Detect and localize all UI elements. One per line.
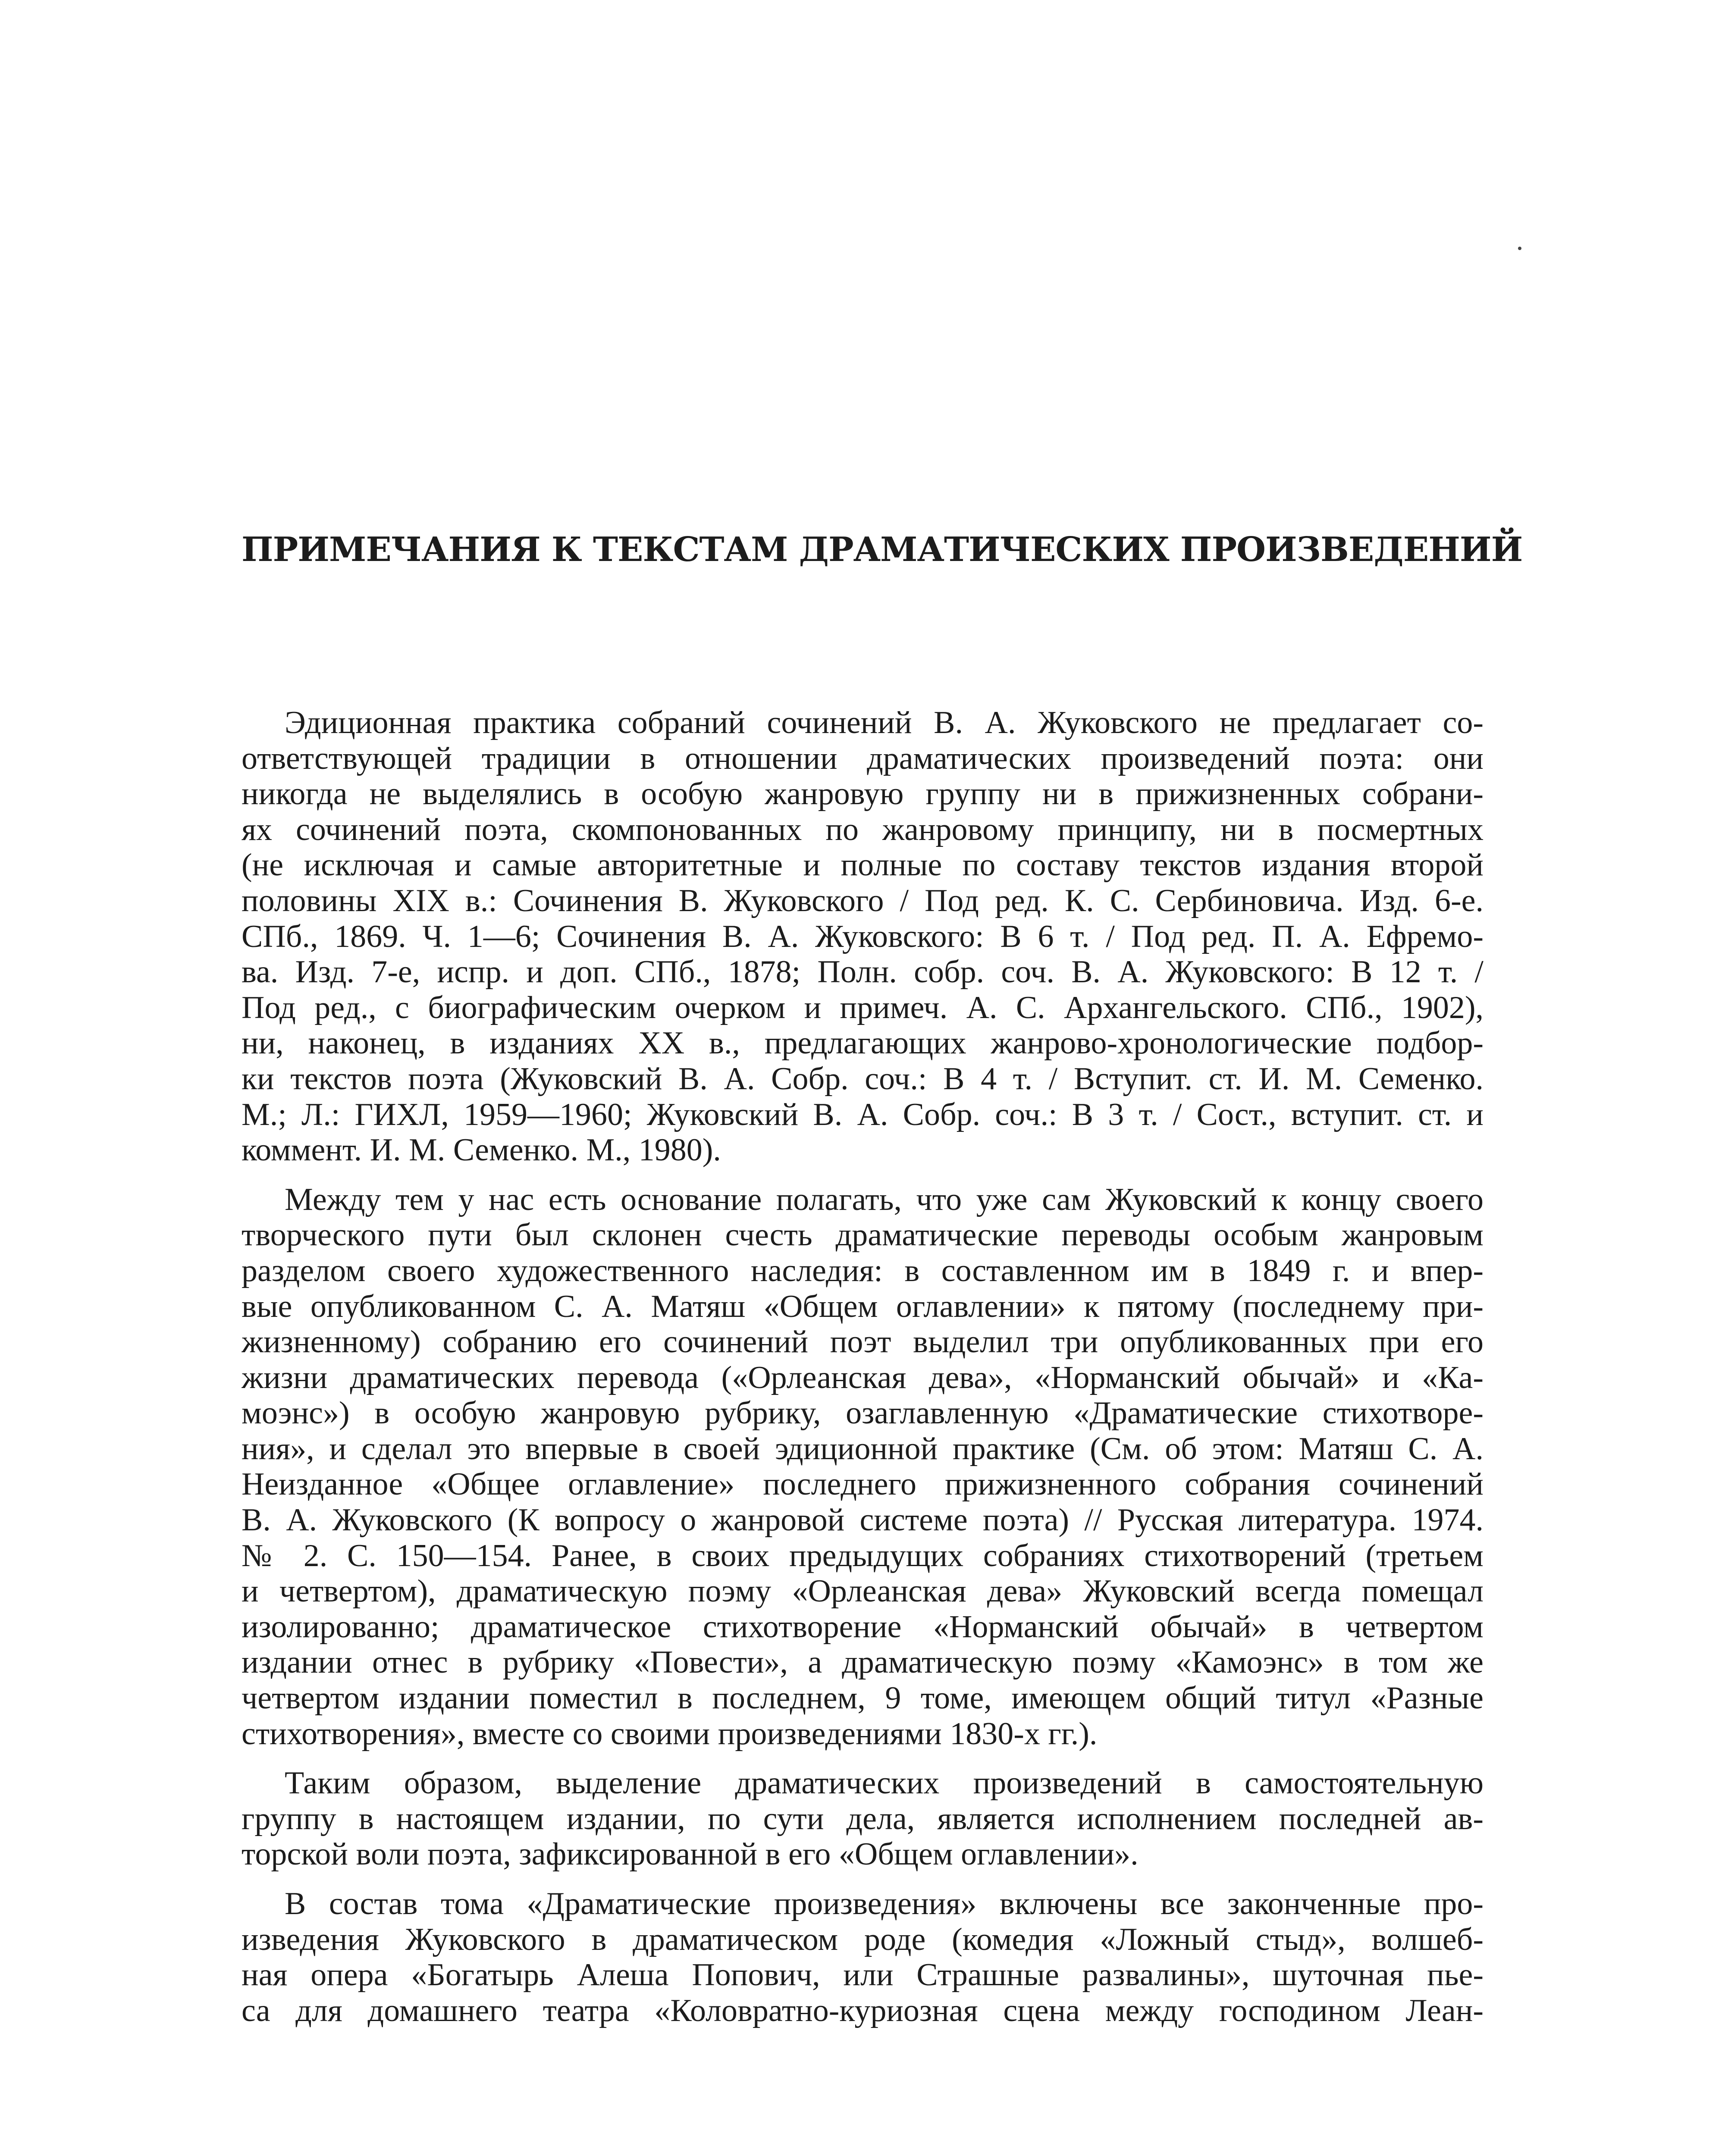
text-line: жизненному) собранию его сочинений поэт выделил три опубликованных при его [242,1324,1484,1360]
text-line: вые опубликованном С. А. Матяш «Общем оглавлении» к пятому (последнему при- [242,1288,1484,1324]
text-line: коммент. И. М. Семенко. М., 1980). [242,1132,721,1168]
text-line: № 2. С. 150—154. Ранее, в своих предыдущих собраниях стихотворений (третьем [242,1538,1484,1573]
text-line: половины XIX в.: Сочинения В. Жуковского / Под ред. К. С. Сербиновича. Изд. 6-е. [242,883,1484,918]
text-line: В. А. Жуковского (К вопросу о жанровой системе поэта) // Русская литература. 1974. [242,1502,1484,1538]
text-line: и четвертом), драматическую поэму «Орлеанская дева» Жуковский всегда помещал [242,1573,1484,1609]
text-line: Неизданное «Общее оглавление» последнего прижизненного собрания сочинений [242,1467,1484,1502]
text-line: са для домашнего театра «Коловратно-куриозная сцена между господином Леан- [242,1993,1484,2028]
text-line: творческого пути был склонен счесть драматические переводы особым жанровым [242,1217,1484,1253]
text-line: стихотворения», вместе со своими произведениями 1830-х гг.). [242,1716,1098,1752]
text-line: ния», и сделал это впервые в своей эдиционной практике (См. об этом: Матяш С. А. [242,1431,1484,1467]
paragraph-1 [242,705,1484,1168]
scan-speck [1518,247,1521,250]
text-line: Между тем у нас есть основание полагать, что уже сам Жуковский к концу своего [285,1181,1484,1217]
text-line: разделом своего художественного наследия: в составленном им в 1849 г. и впер- [242,1253,1484,1288]
text-line: Под ред., с биографическим очерком и примеч. А. С. Архангельского. СПб., 1902), [242,990,1484,1025]
text-line: ях сочинений поэта, скомпонованных по жанровому принципу, ни в посмертных [242,812,1484,847]
text-line: ва. Изд. 7-е, испр. и доп. СПб., 1878; Полн. собр. соч. В. А. Жуковского: В 12 т. / [242,954,1484,990]
text-line: Таким образом, выделение драматических произведений в самостоятельную [285,1765,1484,1801]
text-line: ная опера «Богатырь Алеша Попович, или Страшные развалины», шуточная пье- [242,1957,1484,1993]
text-line: изведения Жуковского в драматическом роде (комедия «Ложный стыд», волшеб- [242,1921,1484,1957]
paragraph-4 [242,1886,1484,2028]
text-line: СПб., 1869. Ч. 1—6; Сочинения В. А. Жуковского: В 6 т. / Под ред. П. А. Ефремо- [242,918,1484,954]
text-line: Эдиционная практика собраний сочинений В. А. Жуковского не предлагает со- [285,705,1484,740]
text-line: никогда не выделялись в особую жанровую группу ни в прижизненных собрани- [242,776,1484,812]
paragraph-2 [242,1182,1484,1752]
text-line: ки текстов поэта (Жуковский В. А. Собр. соч.: В 4 т. / Вступит. ст. И. М. Семенко. [242,1061,1484,1097]
body-text [242,705,1484,2042]
text-line: ни, наконец, в изданиях XX в., предлагающих жанрово-хронологические подбор- [242,1025,1484,1061]
text-line: четвертом издании поместил в последнем, 9 томе, имеющем общий титул «Разные [242,1680,1484,1716]
text-line: ответствующей традиции в отношении драматических произведений поэта: они [242,740,1484,776]
text-line: В состав тома «Драматические произведения» включены все законченные про- [285,1886,1484,1921]
text-line: группу в настоящем издании, по сути дела, является исполнением последней ав- [242,1801,1484,1836]
page-title: ПРИМЕЧАНИЯ К ТЕКСТАМ ДРАМАТИЧЕСКИХ ПРОИЗВЕДЕНИЙ [242,530,1523,569]
text-line: моэнс») в особую жанровую рубрику, озаглавленную «Драматические стихотворе- [242,1395,1484,1431]
text-line: М.; Л.: ГИХЛ, 1959—1960; Жуковский В. А. Собр. соч.: В 3 т. / Сост., вступит. ст. и [242,1097,1484,1132]
paragraph-3 [242,1765,1484,1872]
text-line: жизни драматических перевода («Орлеанская дева», «Норманский обычай» и «Ка- [242,1360,1484,1395]
text-line: изолированно; драматическое стихотворение «Норманский обычай» в четвертом [242,1609,1484,1645]
text-line: (не исключая и самые авторитетные и полные по составу текстов издания второй [242,847,1484,883]
text-line: торской воли поэта, зафиксированной в его «Общем оглавлении». [242,1836,1138,1872]
text-line: издании отнес в рубрику «Повести», а драматическую поэму «Камоэнс» в том же [242,1645,1484,1680]
